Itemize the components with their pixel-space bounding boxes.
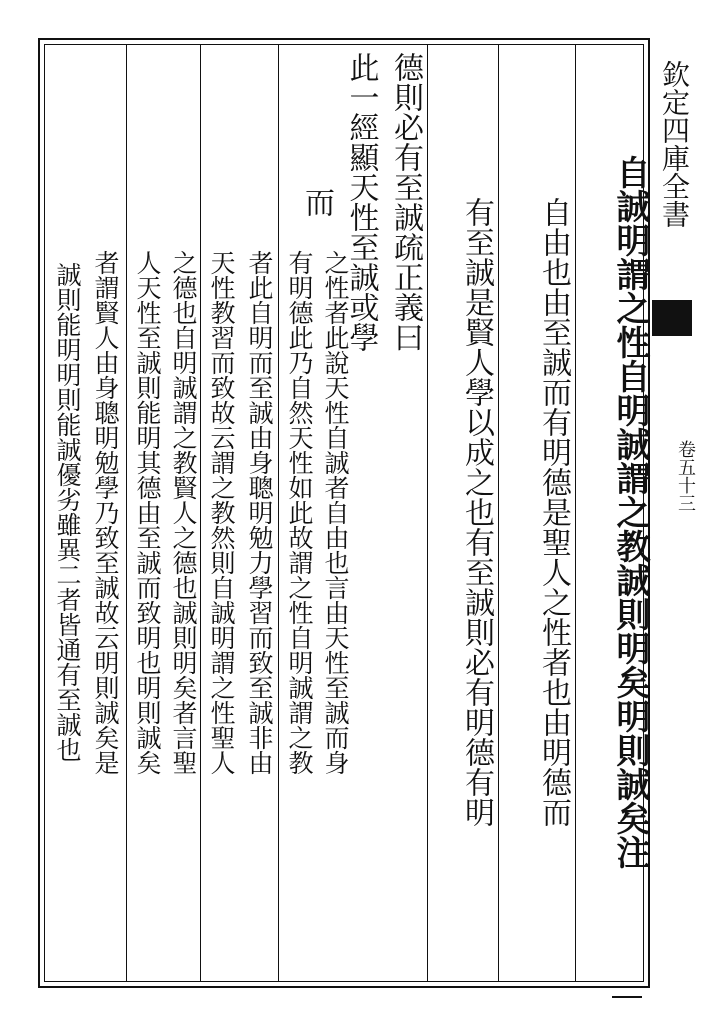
text-column: 有至誠是賢人學以成之也有至誠則必有明德有明	[459, 197, 494, 827]
page-mark	[612, 996, 642, 998]
commentary-line: 有明德此乃自然天性如此故謂之性自明誠謂之教	[285, 249, 314, 775]
column-rule	[427, 44, 428, 982]
commentary-line: 天性教習而致故云謂之教然則自誠明謂之性聖人	[207, 249, 236, 775]
fish-tail-mark	[652, 300, 692, 336]
text-column-heading: 自誠明謂之性自明誠謂之教誠則明矣明則誠矣注	[610, 155, 650, 869]
commentary-line: 者此自明而至誠由身聰明勉力學習而致至誠非由	[245, 249, 274, 775]
volume-number: 卷五十三	[675, 440, 696, 512]
commentary-line: 之德也自明誠謂之教賢人之德也誠則明矣者言聖	[169, 249, 198, 775]
text-column	[299, 52, 427, 352]
book-title: 欽定四庫全書	[658, 60, 691, 228]
commentary-line: 誠則能明明則能誠優劣雖異二者皆通有至誠也	[53, 262, 82, 762]
commentary-line: 之性者此說天性自誠者自由也言由天性至誠而身	[321, 249, 350, 775]
text-segment: 德則必有至誠疏正義曰此一經顯天性至誠或學而	[299, 52, 423, 352]
commentary-line: 人天性至誠則能明其德由至誠而致明也明則誠矣	[133, 249, 162, 775]
commentary-line: 者謂賢人由身聰明勉學乃致至誠故云明則誠矣是	[91, 249, 120, 775]
text-column: 自由也由至誠而有明德是聖人之性者也由明德而	[536, 197, 571, 827]
column-rule	[498, 44, 499, 982]
column-rule	[575, 44, 576, 982]
